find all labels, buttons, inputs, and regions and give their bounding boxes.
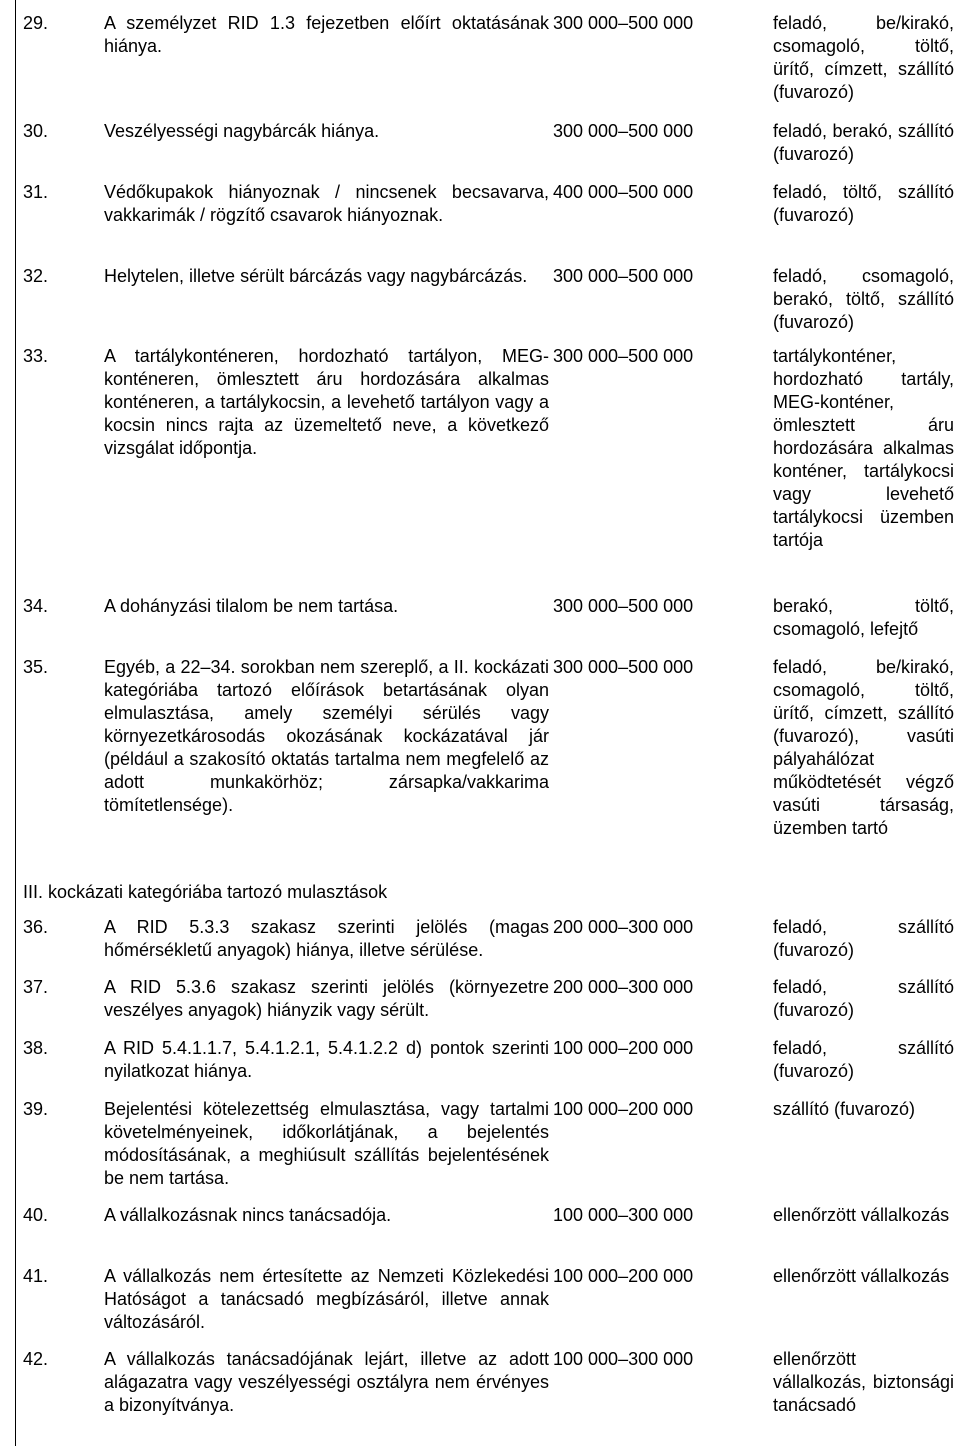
row-description: Egyéb, a 22–34. sorokban nem szereplő, a II. kockázati kategóriába tartozó előírások betartásának olyan elmulasztása, amely személyi sérülés vagy környezetkárosodás okozásának kockázatával jár (például a szakosító oktatás tartalma nem megfelelő az adott munkakörhöz; zársapka/vakkarima tömítetlensége). xyxy=(104,657,549,815)
row-number: 30. xyxy=(23,121,49,141)
row-amount: 100 000–200 000 xyxy=(553,1038,694,1058)
row-responsible: feladó, szállító (fuvarozó) xyxy=(773,977,954,1020)
row-amount: 300 000–500 000 xyxy=(553,657,694,677)
row-amount: 300 000–500 000 xyxy=(553,13,694,33)
row-description: Bejelentési kötelezettség elmulasztása, vagy tartalmi követelményeinek, időkorlátjának, a bejelentés módosításának, a meghiúsult szállítás bejelentésének be nem tartása. xyxy=(104,1099,549,1188)
row-responsible: szállító (fuvarozó) xyxy=(773,1099,916,1119)
row-description: Veszélyességi nagybárcák hiánya. xyxy=(104,121,380,141)
row-amount: 300 000–500 000 xyxy=(553,346,694,366)
row-number: 39. xyxy=(23,1099,49,1119)
row-responsible: ellenőrzött vállalkozás, biztonsági tanácsadó xyxy=(773,1349,954,1415)
penalty-table xyxy=(15,0,960,1446)
row-number: 29. xyxy=(23,13,49,33)
row-number: 38. xyxy=(23,1038,49,1058)
row-amount: 300 000–500 000 xyxy=(553,266,694,286)
row-amount: 200 000–300 000 xyxy=(553,977,694,997)
row-description: A vállalkozás tanácsadójának lejárt, illetve az adott alágazatra vagy veszélyességi osztályra nem érvényes a bizonyítványa. xyxy=(104,1349,549,1415)
row-responsible: ellenőrzött vállalkozás xyxy=(773,1205,950,1225)
row-number: 42. xyxy=(23,1349,49,1369)
row-number: 35. xyxy=(23,657,49,677)
row-number: 36. xyxy=(23,917,49,937)
row-amount: 300 000–500 000 xyxy=(553,121,694,141)
row-description: A RID 5.4.1.1.7, 5.4.1.2.1, 5.4.1.2.2 d) pontok szerinti nyilatkozat hiánya. xyxy=(104,1038,549,1081)
row-description: A személyzet RID 1.3 fejezetben előírt oktatásának hiánya. xyxy=(104,13,549,56)
row-responsible: feladó, szállító (fuvarozó) xyxy=(773,917,954,960)
row-amount: 300 000–500 000 xyxy=(553,596,694,616)
row-description: A dohányzási tilalom be nem tartása. xyxy=(104,596,399,616)
row-number: 37. xyxy=(23,977,49,997)
row-responsible: ellenőrzött vállalkozás xyxy=(773,1266,950,1286)
row-number: 33. xyxy=(23,346,49,366)
row-amount: 400 000–500 000 xyxy=(553,182,694,202)
row-responsible: feladó, be/kirakó, csomagoló, töltő, ürítő, címzett, szállító (fuvarozó) xyxy=(773,13,954,102)
row-number: 31. xyxy=(23,182,49,202)
row-responsible: berakó, töltő, csomagoló, lefejtő xyxy=(773,596,954,639)
row-number: 34. xyxy=(23,596,49,616)
row-description: A vállalkozásnak nincs tanácsadója. xyxy=(104,1205,392,1225)
row-amount: 200 000–300 000 xyxy=(553,917,694,937)
row-description: A vállalkozás nem értesítette az Nemzeti Közlekedési Hatóságot a tanácsadó megbízásáról, illetve annak változásáról. xyxy=(104,1266,549,1332)
row-responsible: feladó, csomagoló, berakó, töltő, szállító (fuvarozó) xyxy=(773,266,954,332)
row-description: Helytelen, illetve sérült bárcázás vagy nagybárcázás. xyxy=(104,266,528,286)
section-heading: III. kockázati kategóriába tartozó mulasztások xyxy=(23,882,388,902)
row-responsible: feladó, be/kirakó, csomagoló, töltő, ürítő, címzett, szállító (fuvarozó), vasúti pályahálózat működtetését végző vasúti társaság, üzemben tartó xyxy=(773,657,954,838)
row-amount: 100 000–300 000 xyxy=(553,1205,694,1225)
row-amount: 100 000–200 000 xyxy=(553,1266,694,1286)
row-description: Védőkupakok hiányoznak / nincsenek becsavarva, vakkarimák / rögzítő csavarok hiányoznak. xyxy=(104,182,549,225)
row-number: 40. xyxy=(23,1205,49,1225)
row-responsible: feladó, töltő, szállító (fuvarozó) xyxy=(773,182,954,225)
row-responsible: tartálykonténer, hordozható tartály, MEG-konténer, ömlesztett áru hordozására alkalmas konténer, tartálykocsi vagy levehető tartálykocsi üzemben tartója xyxy=(773,346,954,550)
row-description: A tartálykonténeren, hordozható tartályon, MEG-konténeren, ömlesztett áru hordozására alkalmas konténeren, a tartálykocsin, a levehető tartályon vagy a kocsin nincs rajta az üzemeltető neve, a következő vizsgálat időpontja. xyxy=(104,346,549,458)
row-description: A RID 5.3.6 szakasz szerinti jelölés (környezetre veszélyes anyagok) hiányzik vagy sérült. xyxy=(104,977,549,1020)
row-number: 41. xyxy=(23,1266,49,1286)
row-responsible: feladó, szállító (fuvarozó) xyxy=(773,1038,954,1081)
row-responsible: feladó, berakó, szállító (fuvarozó) xyxy=(773,121,954,164)
row-number: 32. xyxy=(23,266,49,286)
row-amount: 100 000–300 000 xyxy=(553,1349,694,1369)
row-amount: 100 000–200 000 xyxy=(553,1099,694,1119)
row-description: A RID 5.3.3 szakasz szerinti jelölés (magas hőmérsékletű anyagok) hiánya, illetve sérülése. xyxy=(104,917,549,960)
